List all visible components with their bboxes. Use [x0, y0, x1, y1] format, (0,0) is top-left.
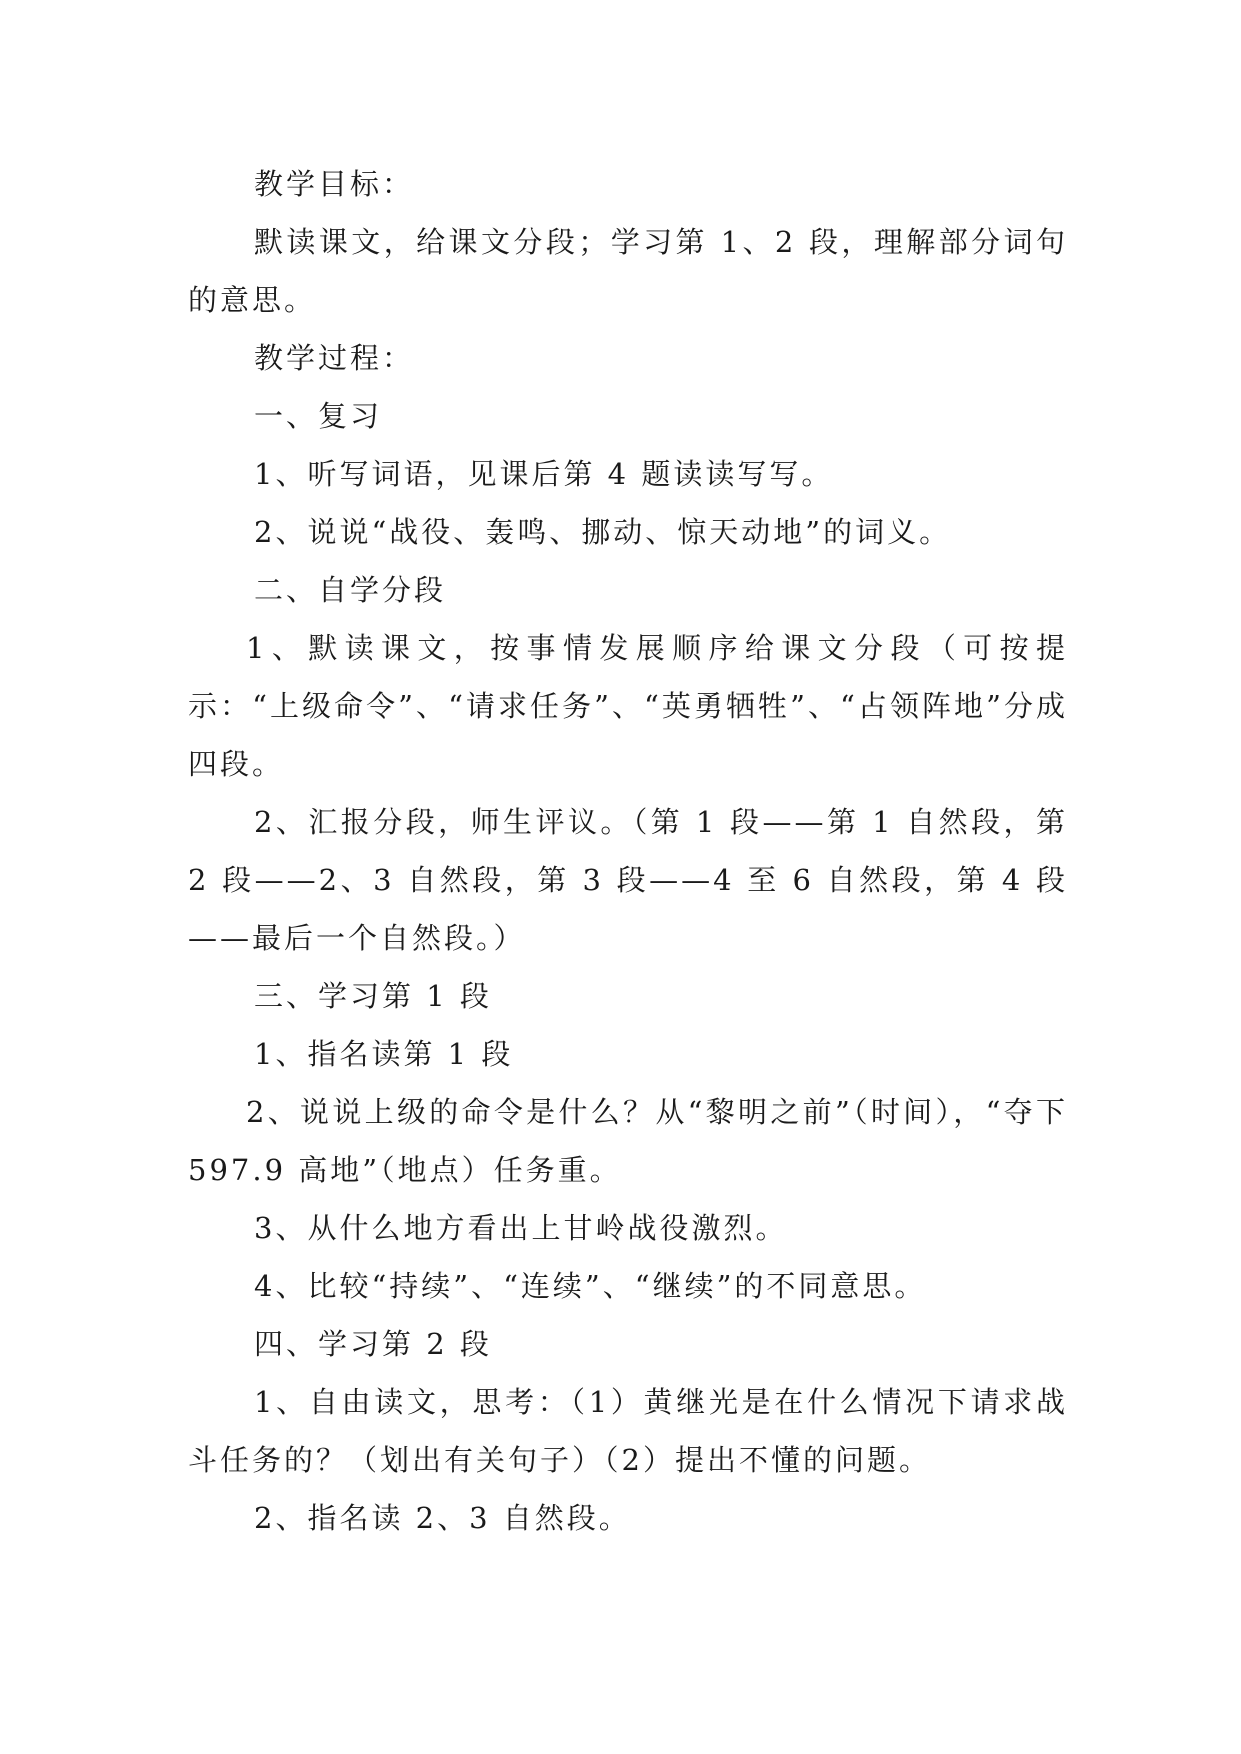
section-study-part-2: 四、学习第 2 段	[254, 1327, 492, 1361]
heading-teaching-process: 教学过程：	[254, 341, 415, 375]
document-body	[188, 155, 1081, 1547]
list-item: 3、从什么地方看出上甘岭战役激烈。	[254, 1211, 788, 1245]
list-item: 1、听写词语，见课后第 4 题读读写写。	[254, 457, 834, 491]
list-item: 4、比较“持续”、“连续”、“继续”的不同意思。	[254, 1269, 927, 1303]
list-item: 2、说说上级的命令是什么？从“黎明之前”（时间），“夺下 597.9 高地”（地点）任务重。	[188, 1095, 1081, 1187]
section-self-study: 二、自学分段	[254, 573, 447, 607]
list-item: 1、指名读第 1 段	[254, 1037, 514, 1071]
list-item: 1、自由读文，思考：（1）黄继光是在什么情况下请求战斗任务的？（划出有关句子）（2）提出不懂的问题。	[188, 1385, 1068, 1477]
list-item: 2、指名读 2、3 自然段。	[254, 1501, 631, 1535]
heading-teaching-goals: 教学目标：	[254, 167, 415, 201]
paragraph-goals-content: 默读课文，给课文分段；学习第 1、2 段，理解部分词句的意思。	[188, 225, 1068, 317]
section-study-part-1: 三、学习第 1 段	[254, 979, 492, 1013]
section-review: 一、复习	[254, 399, 383, 433]
list-item: 2、汇报分段，师生评议。（第 1 段——第 1 自然段，第 2 段——2、3 自然段，第 3 段——4 至 6 自然段，第 4 段——最后一个自然段。）	[188, 805, 1081, 955]
list-item: 2、说说“战役、轰鸣、挪动、惊天动地”的词义。	[254, 515, 952, 549]
list-item: 1、默读课文，按事情发展顺序给课文分段（可按提示：“上级命令”、“请求任务”、“英勇牺牲”、“占领阵地”分成四段。	[188, 631, 1068, 781]
